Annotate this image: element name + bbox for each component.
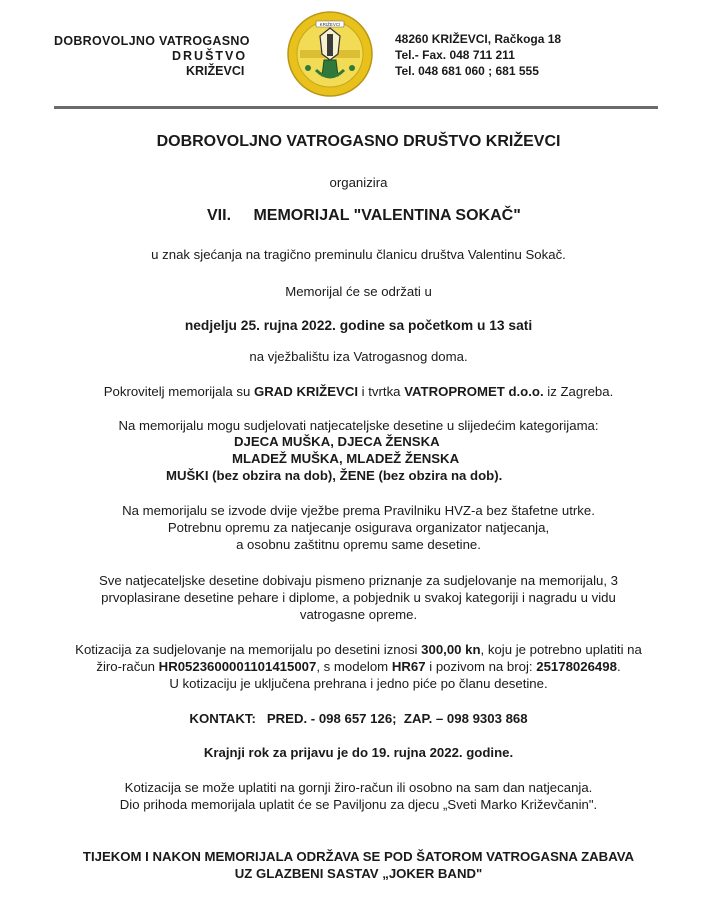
categories-intro: Na memorijalu mogu sudjelovati natjecateljske desetine u slijedećim kategorijama: (118, 418, 599, 433)
exercise-line1: Na memorijalu se izvode dvije vježbe prema Pravilniku HVZ-a bez štafetne utrke. (122, 503, 595, 518)
logo-text: KRIŽEVCI (319, 22, 341, 27)
exercise-line3: a osobnu zaštitnu opremu same desetine. (236, 537, 481, 552)
event-date: nedjelju 25. rujna 2022. godine sa početkom u 13 sati (184, 318, 533, 333)
bank-account: HR0523600001101415007 (158, 659, 317, 674)
fee-includes: U kotizaciju je uključena prehrana i jedno piće po članu desetine. (169, 676, 548, 691)
event-location: na vježbalištu iza Vatrogasnog doma. (249, 349, 468, 364)
category-line1: DJECA MUŠKA, DJECA ŽENSKA (234, 434, 440, 449)
category-line3: MUŠKI (bez obzira na dob), ŽENE (bez obzira na dob). (166, 468, 503, 483)
fire-brigade-logo (286, 10, 374, 98)
phone: Tel. 048 681 060 ; 681 555 (395, 64, 539, 78)
held-text: Memorijal će se održati u (285, 284, 432, 299)
sponsor-company: VATROPROMET d.o.o. (404, 384, 544, 399)
account-pre: žiro-račun (96, 659, 159, 674)
event-heading (207, 207, 521, 225)
account-line (0, 659, 717, 674)
exercise-line2: Potrebnu opremu za natjecanje osigurava organizator natjecanja, (167, 520, 550, 535)
account-post: . (616, 659, 621, 674)
org-name-block (54, 34, 284, 79)
sponsor-city: GRAD KRIŽEVCI (253, 384, 359, 399)
payment-line1: Kotizacija se može uplatiti na gornji žiro-račun ili osobno na sam dan natjecanja. (124, 780, 593, 795)
contact-line: KONTAKT: PRED. - 098 657 126; ZAP. – 098 9303 868 (189, 711, 528, 726)
page-title: DOBROVOLJNO VATROGASNO DRUŠTVO KRIŽEVCI (156, 133, 561, 150)
organizira-text: organizira (329, 175, 388, 190)
sponsors-mid: i tvrtka (358, 384, 405, 399)
party-line2: UZ GLAZBENI SASTAV „JOKER BAND" (234, 866, 483, 881)
category-line2: MLADEŽ MUŠKA, MLADEŽ ŽENSKA (232, 451, 460, 466)
sponsors-pre: Pokrovitelj memorijala su (103, 384, 254, 399)
header-divider (54, 106, 658, 109)
party-line1: TIJEKOM I NAKON MEMORIJALA ODRŽAVA SE POD ŠATOROM VATROGASNA ZABAVA (82, 849, 635, 864)
event-number: VII. (207, 207, 232, 224)
fee-post: , koju je potrebno uplatiti na (480, 642, 642, 657)
fee-pre: Kotizacija za sudjelovanje na memorijalu po desetini iznosi (75, 642, 422, 657)
event-name: MEMORIJAL "VALENTINA SOKAČ" (253, 207, 521, 224)
org-name-line1: DOBROVOLJNO VATROGASNO (54, 34, 250, 48)
sponsors-line (0, 384, 717, 399)
org-name-line3: KRIŽEVCI (186, 64, 245, 78)
telfax: Tel.- Fax. 048 711 211 (395, 48, 515, 62)
awards-line2: prvoplasirane desetine pehare i diplome, a pobjednik u svakoj kategoriji i nagradu u vidu (101, 590, 616, 605)
awards-line3: vatrogasne opreme. (299, 607, 418, 622)
address: 48260 KRIŽEVCI, Račkoga 18 (395, 32, 562, 46)
remembrance-text: u znak sjećanja na tragično preminulu članicu društva Valentinu Sokač. (151, 247, 566, 262)
contact-block (395, 31, 561, 79)
fee-line (0, 642, 717, 657)
fee-amount: 300,00 kn (421, 642, 481, 657)
account-mid: , s modelom (316, 659, 392, 674)
payment-line2: Dio prihoda memorijala uplatit će se Paviljonu za djecu „Sveti Marko Križevčanin". (119, 797, 598, 812)
org-name-line2: DRUŠTVO (172, 49, 248, 63)
awards-line1: Sve natjecateljske desetine dobivaju pismeno priznanje za sudjelovanje na memorijalu, 3 (98, 573, 618, 588)
payment-model: HR67 (391, 659, 426, 674)
payment-reference: 25178026498 (536, 659, 617, 674)
sponsors-post: iz Zagreba. (543, 384, 614, 399)
deadline: Krajnji rok za prijavu je do 19. rujna 2022. godine. (203, 745, 514, 760)
account-mid2: i pozivom na broj: (425, 659, 537, 674)
